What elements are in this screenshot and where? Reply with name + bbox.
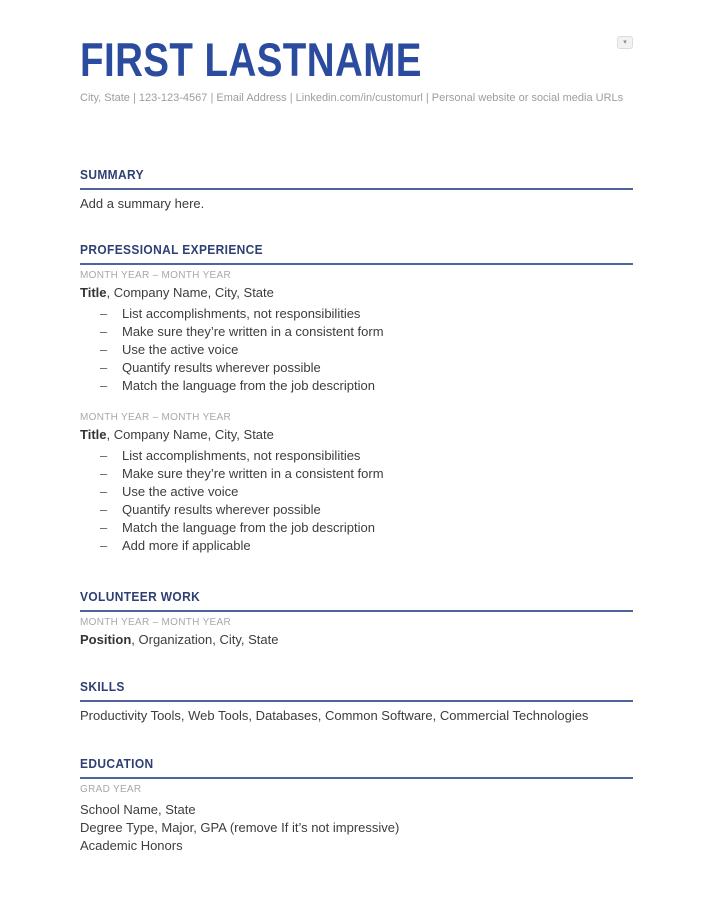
dash-bullet: – bbox=[100, 538, 108, 553]
list-item: – Add more if applicable bbox=[100, 538, 251, 553]
role-title: Title bbox=[80, 427, 107, 442]
education-details bbox=[80, 801, 633, 855]
resume-content bbox=[80, 0, 633, 855]
section-header-skills bbox=[80, 678, 633, 702]
volunteer-role-line bbox=[80, 631, 633, 649]
role-title: Title bbox=[80, 285, 107, 300]
section-title: VOLUNTEER WORK bbox=[80, 589, 201, 604]
summary-text: Add a summary here. bbox=[80, 196, 205, 211]
date-range: MONTH YEAR – MONTH YEAR bbox=[80, 270, 231, 281]
section-header-experience bbox=[80, 241, 633, 265]
list-item: – Quantify results wherever possible bbox=[100, 360, 321, 375]
bullet-list bbox=[80, 447, 633, 555]
dash-bullet: – bbox=[100, 378, 108, 393]
dash-bullet: – bbox=[100, 324, 108, 339]
degree-line: Degree Type, Major, GPA (remove If it’s not impressive) bbox=[80, 820, 400, 835]
list-item: – List accomplishments, not responsibilities bbox=[100, 448, 361, 463]
section-title: SUMMARY bbox=[80, 167, 144, 182]
date-range: MONTH YEAR – MONTH YEAR bbox=[80, 412, 231, 423]
dash-bullet: – bbox=[100, 520, 108, 535]
role-details: , Company Name, City, State bbox=[106, 285, 274, 300]
section-title: PROFESSIONAL EXPERIENCE bbox=[80, 242, 264, 257]
role-line bbox=[80, 284, 633, 302]
honors-line: Academic Honors bbox=[80, 838, 183, 853]
section-title: SKILLS bbox=[80, 679, 125, 694]
list-item: – List accomplishments, not responsibilities bbox=[100, 306, 361, 321]
dash-bullet: – bbox=[100, 306, 108, 321]
experience-entry-1 bbox=[80, 269, 633, 395]
list-item: – Make sure they’re written in a consistent form bbox=[100, 466, 384, 481]
contact-line: City, State | 123-123-4567 | Email Address | Linkedin.com/in/customurl | Personal website or social media URLs bbox=[80, 92, 624, 104]
role-details: , Company Name, City, State bbox=[106, 427, 274, 442]
bullet-list bbox=[80, 305, 633, 395]
list-item: – Use the active voice bbox=[100, 342, 239, 357]
role-details: , Organization, City, State bbox=[131, 632, 279, 647]
dash-bullet: – bbox=[100, 466, 108, 481]
dash-bullet: – bbox=[100, 484, 108, 499]
role-title: Position bbox=[80, 632, 132, 647]
grad-year: GRAD YEAR bbox=[80, 784, 142, 795]
section-title: EDUCATION bbox=[80, 756, 154, 771]
section-header-summary bbox=[80, 166, 633, 190]
list-item: – Quantify results wherever possible bbox=[100, 502, 321, 517]
list-item: – Match the language from the job description bbox=[100, 378, 375, 393]
dash-bullet: – bbox=[100, 342, 108, 357]
dash-bullet: – bbox=[100, 502, 108, 517]
list-item: – Make sure they’re written in a consistent form bbox=[100, 324, 384, 339]
skills-text: Productivity Tools, Web Tools, Databases, Common Software, Commercial Technologies bbox=[80, 708, 589, 723]
experience-entry-2 bbox=[80, 411, 633, 555]
list-item: – Match the language from the job description bbox=[100, 520, 375, 535]
resume-name: FIRST LASTNAME bbox=[80, 33, 422, 86]
dash-bullet: – bbox=[100, 360, 108, 375]
dash-bullet: – bbox=[100, 448, 108, 463]
chevron-down-icon: ▾ bbox=[623, 39, 627, 46]
list-item: – Use the active voice bbox=[100, 484, 239, 499]
school-line: School Name, State bbox=[80, 802, 196, 817]
date-range: MONTH YEAR – MONTH YEAR bbox=[80, 617, 231, 628]
section-header-education bbox=[80, 755, 633, 779]
section-header-volunteer bbox=[80, 588, 633, 612]
role-line bbox=[80, 426, 633, 444]
